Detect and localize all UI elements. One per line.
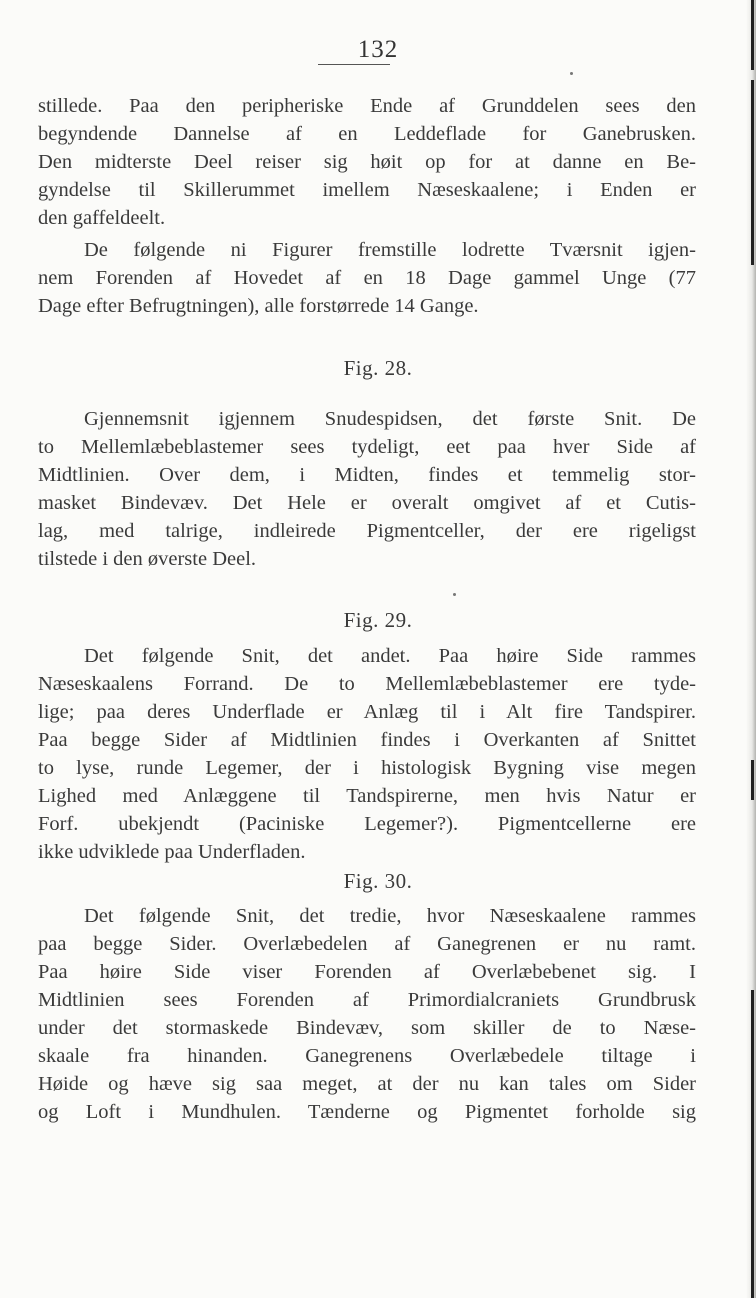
page-edge-line: [751, 80, 754, 265]
text-line: Det følgende Snit, det andet. Paa høire Side rammes: [84, 645, 696, 667]
page-edge-line: [751, 760, 754, 800]
text-line: Den midterste Deel reiser sig høit op for at danne en Be-: [38, 151, 696, 173]
text-line: Høide og hæve sig saa meget, at der nu kan tales om Sider: [38, 1073, 696, 1095]
text-line: og Loft i Mundhulen. Tænderne og Pigmentet forholde sig: [38, 1101, 696, 1123]
text-line: gyndelse til Skillerummet imellem Næseskaalene; i Enden er: [38, 179, 696, 201]
text-line: begyndende Dannelse af en Leddeflade for Ganebrusken.: [38, 123, 696, 145]
page-number-underline: [318, 64, 390, 65]
text-line: masket Bindevæv. Det Hele er overalt omgivet af et Cutis-: [38, 492, 696, 514]
text-line: to lyse, runde Legemer, der i histologisk Bygning vise megen: [38, 757, 696, 779]
text-line: Dage efter Befrugtningen), alle forstørrede 14 Gange.: [38, 295, 479, 317]
text-line: Næseskaalens Forrand. De to Mellemlæbeblastemer ere tyde-: [38, 673, 696, 695]
page-edge-line: [751, 0, 754, 70]
figure-30-description: [38, 902, 696, 1126]
text-line: nem Forenden af Hovedet af en 18 Dage gammel Unge (77: [38, 267, 696, 289]
text-line: De følgende ni Figurer fremstille lodrette Tværsnit igjen-: [84, 239, 696, 261]
paragraph-figures-intro: [38, 236, 696, 320]
scan-speck: [570, 72, 573, 75]
text-line: Paa begge Sider af Midtlinien findes i Overkanten af Snittet: [38, 729, 696, 751]
paragraph-intro: [38, 92, 696, 232]
text-line: lag, med talrige, indleirede Pigmentceller, der ere rigeligst: [38, 520, 696, 542]
text-line: Paa høire Side viser Forenden af Overlæbebenet sig. I: [38, 961, 696, 983]
text-line: lige; paa deres Underflade er Anlæg til i Alt fire Tandspirer.: [38, 701, 696, 723]
text-line: to Mellemlæbeblastemer sees tydeligt, eet paa hver Side af: [38, 436, 696, 458]
text-line: tilstede i den øverste Deel.: [38, 548, 257, 570]
text-line: stillede. Paa den peripheriske Ende af Grunddelen sees den: [38, 95, 696, 117]
text-line: Midtlinien sees Forenden af Primordialcraniets Grundbrusk: [38, 989, 696, 1011]
text-line: under det stormaskede Bindevæv, som skiller de to Næse-: [38, 1017, 696, 1039]
text-line: den gaffeldeelt.: [38, 207, 166, 229]
page-edge-line: [751, 990, 754, 1298]
figure-28-heading: Fig. 28.: [343, 356, 413, 380]
text-line: Lighed med Anlæggene til Tandspirerne, men hvis Natur er: [38, 785, 696, 807]
scan-speck: [453, 593, 456, 596]
page-number: 132: [357, 36, 399, 63]
text-line: Gjennemsnit igjennem Snudespidsen, det første Snit. De: [84, 408, 696, 430]
text-line: ikke udviklede paa Underfladen.: [38, 841, 306, 863]
text-line: Forf. ubekjendt (Paciniske Legemer?). Pigmentcellerne ere: [38, 813, 696, 835]
figure-29-description: [38, 642, 696, 866]
text-line: paa begge Sider. Overlæbedelen af Ganegrenen er nu ramt.: [38, 933, 696, 955]
text-line: Det følgende Snit, det tredie, hvor Næseskaalene rammes: [84, 905, 696, 927]
figure-30-heading: Fig. 30.: [343, 869, 413, 893]
text-line: skaale fra hinanden. Ganegrenens Overlæbedele tiltage i: [38, 1045, 696, 1067]
figure-28-description: [38, 405, 696, 573]
text-line: Midtlinien. Over dem, i Midten, findes et temmelig stor-: [38, 464, 696, 486]
figure-29-heading: Fig. 29.: [343, 608, 413, 632]
